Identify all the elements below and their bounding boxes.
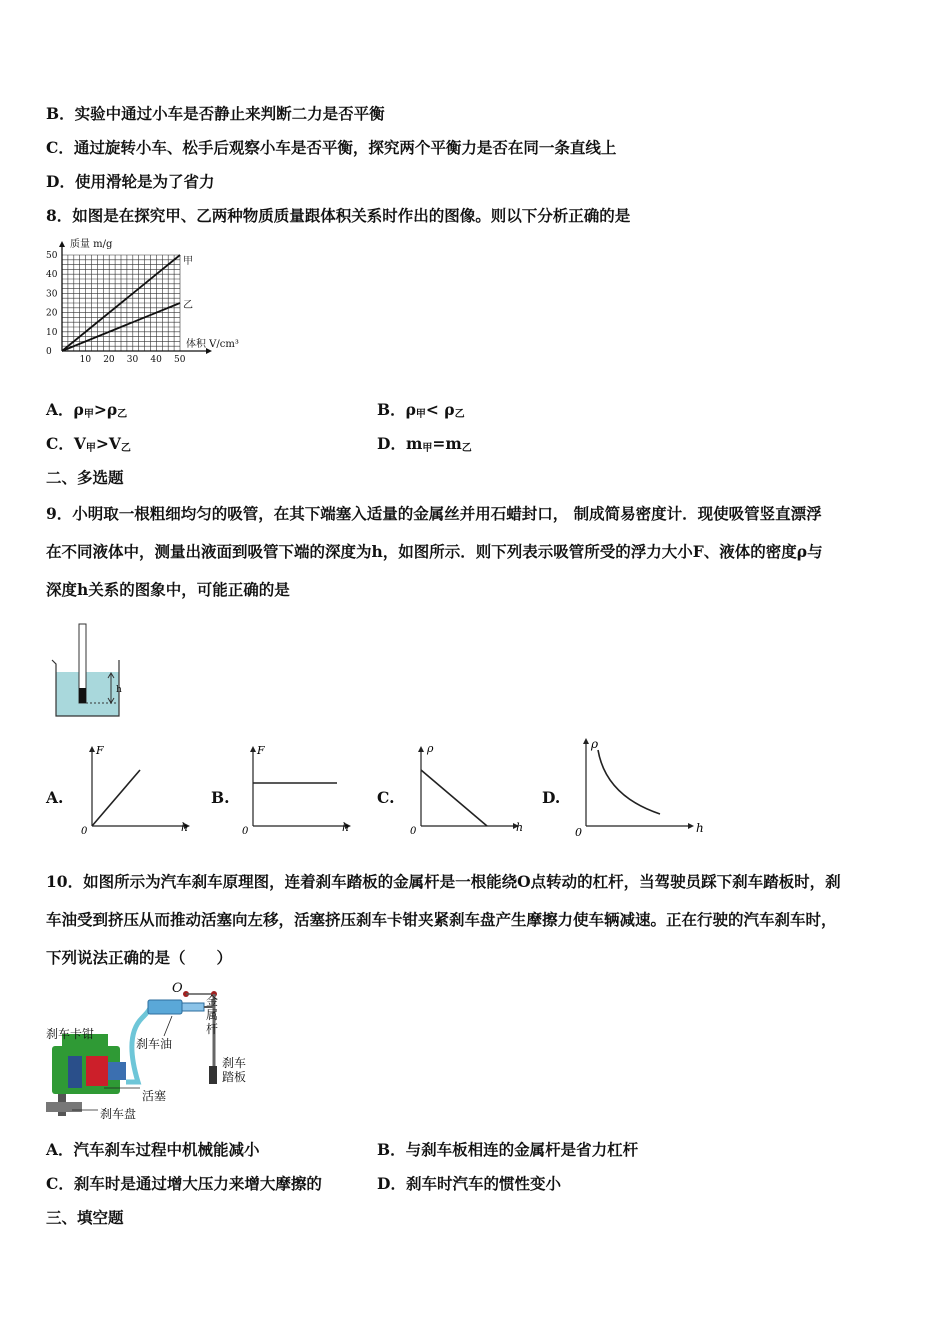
x-tick-label: 40 <box>150 355 162 364</box>
oil-pointer <box>164 1016 172 1036</box>
x-arrow-icon <box>688 823 694 829</box>
y-tick-label: 10 <box>46 327 58 338</box>
label-caliper: 刹车卡钳 <box>46 1027 95 1041</box>
label-disc: 刹车盘 <box>100 1107 137 1121</box>
q9-option-d-label: D. <box>542 788 561 807</box>
q8-option-a: A．$\rho_甲>\rho_乙$ <box>46 400 128 420</box>
q9-stem-3: 深度h关系的图象中，可能正确的是 <box>46 580 290 599</box>
q9-graph-b <box>239 738 369 838</box>
y-arrow-icon <box>583 738 589 744</box>
q9-graph-d <box>572 734 712 840</box>
curve-inverse-line <box>598 750 660 814</box>
q10-stem-3: 下列说法正确的是（ ） <box>46 948 233 967</box>
curve-increasing-line <box>92 770 140 826</box>
x-label: h <box>696 821 704 835</box>
y-tick-label: 0 <box>46 347 52 357</box>
q10-stem-2: 车油受到挤压从而推动活塞向左移，活塞挤压刹车卡钳夹紧刹车盘产生摩擦力使车辆减速。正在行驶的汽车刹车时， <box>46 910 837 929</box>
cylinder-rod <box>182 1003 204 1011</box>
master-cylinder <box>148 1000 182 1014</box>
q10-option-c: C．刹车时是通过增大压力来增大摩擦的 <box>46 1174 322 1193</box>
q9-option-c-label: C. <box>377 788 395 807</box>
q10-stem-1: 10．如图所示为汽车刹车原理图，连着刹车踏板的金属杆是一根能绕O点转动的杠杆，当驾驶员踩下刹车踏板时，刹 <box>46 872 841 891</box>
y-label: ρ <box>591 737 599 751</box>
y-tick-label: 30 <box>46 289 58 300</box>
q9-stem-1: 9．小明取一根粗细均匀的吸管，在其下端塞入适量的金属丝并用石蜡封口， 制成简易密度计．现使吸管竖直漂浮 <box>46 504 822 523</box>
caliper-pad <box>68 1056 82 1088</box>
q7-option-b: B．实验中通过小车是否静止来判断二力是否平衡 <box>46 104 385 123</box>
q8-chart <box>44 234 264 364</box>
q8-stem: 8．如图是在探究甲、乙两种物质质量跟体积关系时作出的图像。则以下分析正确的是 <box>46 206 631 225</box>
straw-metal-wire <box>79 688 86 703</box>
section-fill-in: 三、填空题 <box>46 1208 124 1227</box>
x-label: h <box>181 821 189 834</box>
section-multiple-choice: 二、多选题 <box>46 468 124 487</box>
label-pedal: 刹车踏板 <box>222 1056 247 1084</box>
origin-label: 0 <box>575 826 582 839</box>
chart-ylabel: 质量 m/g <box>70 239 113 250</box>
q10-option-a: A．汽车刹车过程中机械能减小 <box>46 1140 260 1159</box>
x-label: h <box>516 821 524 834</box>
q9-beaker-figure <box>50 622 140 722</box>
y-label: ρ <box>427 742 434 755</box>
brake-disc-base <box>46 1102 82 1112</box>
beaker-svg <box>50 622 140 722</box>
y-tick-label: 50 <box>46 251 58 261</box>
x-tick-label: 30 <box>126 355 139 364</box>
q9-stem-2: 在不同液体中，测量出液面到吸管下端的深度为h，如图所示．则下列表示吸管所受的浮力大小F、液体的密度ρ与 <box>46 542 823 561</box>
mass-volume-chart-svg <box>44 234 264 364</box>
series-label-jia: 甲 <box>183 256 193 267</box>
beaker-liquid <box>56 672 119 716</box>
q9-graph-c <box>407 738 537 838</box>
x-label: h <box>342 821 350 834</box>
brake-pedal <box>209 1066 217 1084</box>
q7-option-c: C．通过旋转小车、松手后观察小车是否平衡，探究两个平衡力是否在同一条直线上 <box>46 138 617 157</box>
brake-svg <box>44 976 264 1121</box>
y-label: F <box>96 744 104 757</box>
x-tick-label: 20 <box>103 355 115 364</box>
caliper-cap <box>108 1062 126 1080</box>
origin-label: 0 <box>410 826 417 837</box>
q10-option-d: D．刹车时汽车的惯性变小 <box>377 1174 561 1193</box>
y-arrow-icon <box>89 746 95 752</box>
y-tick-label: 20 <box>46 308 58 319</box>
label-metal-rod: 金属杆 <box>206 994 219 1036</box>
q9-graph-a <box>78 738 208 838</box>
y-arrow-icon <box>250 746 256 752</box>
label-piston: 活塞 <box>142 1089 167 1103</box>
q9-option-b-label: B. <box>211 788 230 807</box>
y-label: F <box>257 744 265 757</box>
x-tick-label: 50 <box>174 355 186 364</box>
q8-option-d: D．$m_甲=m_乙$ <box>377 434 472 454</box>
q9-option-a-label: A. <box>46 788 64 807</box>
y-arrow-icon <box>59 241 65 247</box>
y-tick-label: 40 <box>46 270 58 281</box>
q9-graphs-row <box>46 734 916 844</box>
depth-label: h <box>116 685 122 695</box>
origin-label: 0 <box>242 826 249 837</box>
q8-option-b: B．$\rho_甲< \rho_乙$ <box>377 400 465 420</box>
q8-option-c: C．$V_甲>V_乙$ <box>46 434 131 454</box>
q7-option-d: D．使用滑轮是为了省力 <box>46 172 215 191</box>
piston-red <box>86 1056 108 1086</box>
y-arrow-icon <box>418 746 424 752</box>
label-pivot: O <box>172 981 183 996</box>
x-tick-label: 10 <box>79 355 92 364</box>
curve-decreasing-line <box>421 770 487 826</box>
q10-brake-diagram <box>44 976 264 1121</box>
series-label-yi: 乙 <box>183 300 193 311</box>
chart-xlabel: 体积 V/cm³ <box>186 339 239 350</box>
origin-label: 0 <box>81 826 88 837</box>
label-oil: 刹车油 <box>136 1037 173 1051</box>
q10-option-b: B．与刹车板相连的金属杆是省力杠杆 <box>377 1140 639 1159</box>
